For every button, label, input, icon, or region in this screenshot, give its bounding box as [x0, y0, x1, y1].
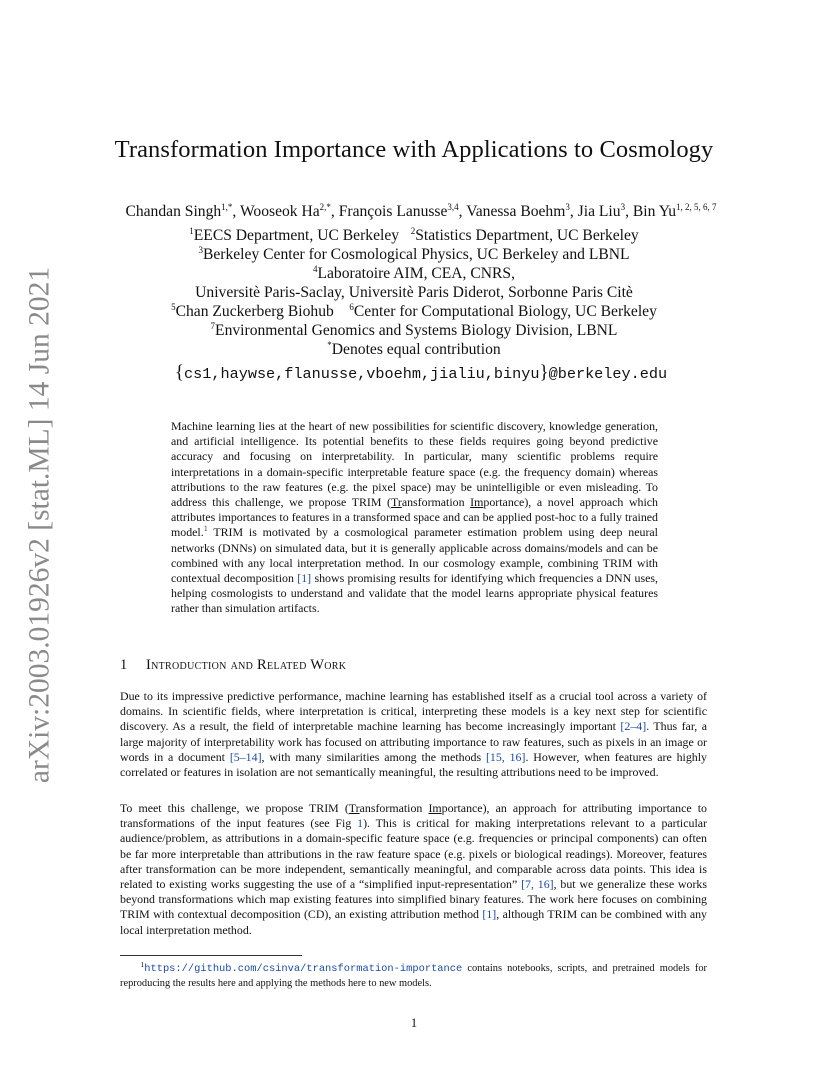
- affil-mark: 3: [198, 245, 203, 255]
- affiliation-text: Chan Zuckerberg Biohub: [175, 303, 334, 320]
- affil-mark: 2: [410, 226, 416, 236]
- author-name: Wooseok Ha: [239, 203, 320, 220]
- affiliation-text: Berkeley Center for Cosmological Physics, UC Berkeley and LBNL: [202, 246, 630, 263]
- citation-link[interactable]: [1]: [482, 907, 497, 922]
- affil-mark: *: [327, 340, 332, 350]
- author-affil-mark: 3,4: [447, 202, 459, 212]
- footnote-link[interactable]: 1: [203, 524, 208, 534]
- citation-link[interactable]: [5–14]: [229, 749, 262, 764]
- affiliation-text: Laboratoire AIM, CEA, CNRS,: [317, 265, 515, 282]
- citation-link[interactable]: [2–4]: [620, 719, 647, 734]
- author-name: François Lanusse: [338, 203, 448, 220]
- author-name: Bin Yu: [632, 203, 677, 220]
- affiliation-line: [0, 283, 828, 302]
- section-title: Introduction and Related Work: [146, 657, 347, 673]
- author-emails: {cs1,haywse,flanusse,vboehm,jialiu,binyu}@berkeley.edu: [174, 362, 668, 383]
- repo-link[interactable]: https://github.com/csinva/transformation-importance: [144, 963, 463, 975]
- author-name: Jia Liu: [577, 203, 621, 220]
- footnote-mark: 1: [140, 960, 145, 969]
- affiliation-text: EECS Department, UC Berkeley: [193, 227, 400, 244]
- author-list: Chandan Singh$^{1,*}$, Wooseok $Ha^{2,*}$, François Lanusse$^{3,4}$, Vanessa Boehm$^3$, Jia Liu$^3$, Bin Yu$^{1, 2, 5, 6, 7}$: [125, 202, 717, 220]
- affiliation-line: [0, 226, 828, 245]
- author-affil-mark: 1,*: [221, 202, 233, 212]
- body-paragraph: Due to its impressive predictive performance, machine learning has established itself as a crucial tool across a variety of domains. In scientific fields, where interpretation is critical, interpreting these models is a key next step for scientific discovery. As a result, the field of interpretable machine learning has become increasingly important [2–4]. Thus far, a large majority of interpretability work has focused on attributing importance to raw features, such as pixels in an image or words in a document [5–14], with many similarities among the methods [15, 16]. However, when features are highly correlated or features in isolation are not semantically meaningful, the resulting attributions need to be improved.: [120, 689, 707, 780]
- paper-title: Transformation Importance with Applications to Cosmology: [114, 136, 714, 163]
- affiliation-text: Universitè Paris-Saclay, Universitè Paris Diderot, Sorbonne Paris Citè: [195, 284, 633, 301]
- author-name: Vanessa Boehm: [466, 203, 566, 220]
- affiliation-text: Statistics Department, UC Berkeley: [415, 227, 639, 244]
- citation-link[interactable]: [1]: [297, 571, 312, 586]
- affil-mark: 6: [349, 302, 354, 312]
- footnote-divider: [120, 955, 302, 956]
- page-number: 1: [410, 1016, 418, 1030]
- email-domain: @berkeley.edu: [548, 365, 668, 383]
- citation-link[interactable]: [15, 16]: [485, 749, 526, 764]
- arxiv-id-label: arXiv:2003.01926v2 [stat.ML] 14 Jun 2021: [23, 266, 56, 784]
- affiliation-line: [0, 302, 828, 321]
- affil-mark: 7: [210, 321, 216, 331]
- affiliation-line: [0, 264, 828, 283]
- affil-mark: 5: [171, 302, 176, 312]
- author-name: Chandan Singh: [125, 203, 222, 220]
- citation-link[interactable]: [7, 16]: [521, 877, 554, 892]
- author-affil-mark: 3: [620, 202, 626, 212]
- author-affil-mark: 2,*: [319, 202, 331, 212]
- body-paragraph: To meet this challenge, we propose TRIM (Transformation Importance), an approach for attributing importance to transformations of the input features (see Fig 1). This is critical for making interpretations relevant to a particular audience/problem, as attributions in a domain-specific feature space (e.g. frequencies or principal components) can often be far more interpretable than attributions in the raw feature space (e.g. pixels or biological readings). Moreover, features after transformation can be more independent, semantically meaningful, and comparable across data points. This idea is related to existing works suggesting the use of a “simplified input-representation” [7, 16], but we generalize these works beyond transformations which map existing features into simplified binary features. The work here focuses on combining TRIM with contextual decomposition (CD), an existing attribution method [1], although TRIM can be combined with any local interpretation method.: [120, 801, 707, 937]
- affiliation-line: [0, 321, 828, 340]
- affiliation-text: Center for Computational Biology, UC Berkeley: [353, 303, 657, 320]
- affil-mark: 1: [189, 226, 194, 236]
- author-affil-mark: 1, 2, 5, 6, 7: [676, 202, 717, 212]
- figure-link[interactable]: 1: [357, 816, 364, 831]
- abstract: Machine learning lies at the heart of new possibilities for scientific discovery, knowledge generation, and artificial intelligence. Its potential benefits to these fields requires going beyond predictive accuracy and focusing on interpretability. In particular, many scientific problems require interpretations in a domain-specific interpretable feature space (e.g. the frequency domain) whereas attributions to the raw features (e.g. the pixel space) may be unintelligible or even misleading. To address this challenge, we propose TRIM (Transformation Importance), a novel approach which attributes importances to features in a transformed space and can be applied post-hoc to a fully trained model.$^1$ TRIM is motivated by a cosmological parameter estimation problem using deep neural networks (DNNs) on simulated data, but it is generally applicable across domains/models and can be combined with any local interpretation method. In our cosmology example, combining TRIM with contextual decomposition [1] shows promising results for identifying which frequencies a DNN uses, helping cosmologists to understand and validate that the model learns appropriate physical features rather than simulation artifacts.: [171, 419, 659, 616]
- affiliation-text: Denotes equal contribution: [331, 341, 501, 358]
- footnote: [120, 962, 707, 990]
- author-affil-mark: 3: [565, 202, 570, 212]
- email-users: cs1,haywse,flanusse,vboehm,jialiu,binyu: [184, 365, 540, 383]
- affil-mark: 4: [312, 264, 318, 274]
- affiliation-text: Environmental Genomics and Systems Biology Division, LBNL: [215, 322, 618, 339]
- footnote-text: contains notebooks, scripts, and pretrained models for reproducing the results here and applying the methods here to new models.: [120, 963, 707, 989]
- affiliation-line: [0, 245, 828, 264]
- section-heading: [120, 657, 346, 674]
- equal-contribution-note: [0, 340, 828, 359]
- section-number: 1: [120, 657, 128, 673]
